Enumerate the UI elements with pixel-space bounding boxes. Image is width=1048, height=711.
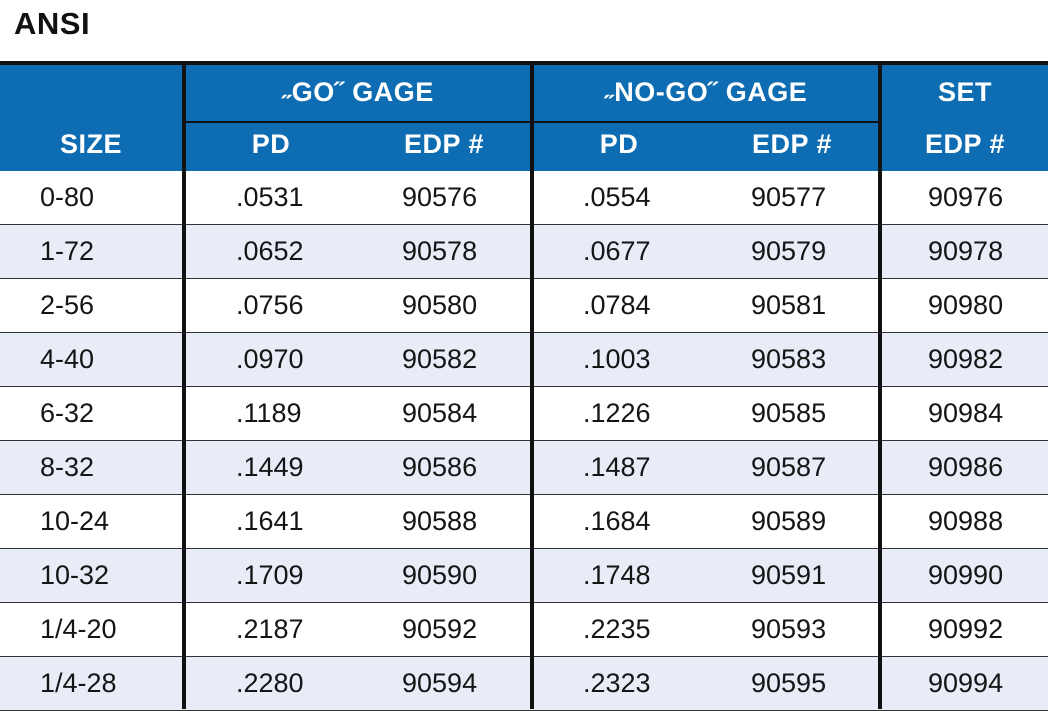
cell-go-pd: .1449	[236, 452, 304, 482]
cell-set-edp: 90992	[928, 614, 1004, 644]
cell-nogo-pd: .0677	[583, 236, 651, 266]
cell-go-pd: .1641	[236, 506, 304, 536]
cell-nogo-edp: 90581	[751, 290, 827, 320]
header-go-edp: EDP #	[403, 129, 485, 159]
cell-go-edp: 90594	[402, 668, 478, 698]
cell-size: 1-72	[40, 236, 95, 266]
cell-nogo-pd: .1226	[583, 398, 651, 428]
cell-nogo-pd: .1003	[583, 344, 651, 374]
cell-nogo-edp: 90579	[751, 236, 827, 266]
cell-nogo-pd: .2323	[583, 668, 651, 698]
cell-nogo-pd: .2235	[583, 614, 651, 644]
header-divider-go	[186, 121, 530, 123]
header-size: SIZE	[59, 129, 122, 159]
cell-size: 10-24	[40, 506, 110, 536]
table-row	[0, 657, 1048, 711]
cell-go-edp: 90582	[402, 344, 478, 374]
cell-go-edp: 90580	[402, 290, 478, 320]
table-row	[0, 225, 1048, 279]
cell-go-pd: .0970	[236, 344, 304, 374]
cell-set-edp: 90980	[928, 290, 1004, 320]
cell-nogo-edp: 90587	[751, 452, 827, 482]
header-nogo-pd: PD	[599, 129, 639, 159]
cell-go-edp: 90588	[402, 506, 478, 536]
table-row	[0, 333, 1048, 387]
cell-nogo-pd: .1487	[583, 452, 651, 482]
cell-go-edp: 90590	[402, 560, 478, 590]
cell-nogo-pd: .1748	[583, 560, 651, 590]
gage-table	[0, 61, 1048, 709]
cell-go-pd: .2187	[236, 614, 304, 644]
cell-size: 1/4-20	[40, 614, 117, 644]
cell-go-pd: .1709	[236, 560, 304, 590]
cell-set-edp: 90986	[928, 452, 1004, 482]
cell-set-edp: 90988	[928, 506, 1004, 536]
cell-size: 4-40	[40, 344, 95, 374]
header-go-group: ˶GO˝ GAGE	[282, 77, 434, 107]
header-divider-nogo	[534, 121, 878, 123]
cell-go-pd: .0756	[236, 290, 304, 320]
cell-nogo-pd: .1684	[583, 506, 651, 536]
table-row	[0, 171, 1048, 225]
header-set-group: SET	[937, 77, 992, 107]
cell-nogo-pd: .0784	[583, 290, 651, 320]
table-row	[0, 603, 1048, 657]
cell-go-pd: .0652	[236, 236, 304, 266]
column-divider	[530, 61, 534, 709]
cell-size: 1/4-28	[40, 668, 117, 698]
cell-nogo-edp: 90591	[751, 560, 827, 590]
cell-go-edp: 90584	[402, 398, 478, 428]
cell-set-edp: 90978	[928, 236, 1004, 266]
cell-nogo-edp: 90593	[751, 614, 827, 644]
cell-go-edp: 90586	[402, 452, 478, 482]
cell-size: 2-56	[40, 290, 95, 320]
cell-go-edp: 90578	[402, 236, 478, 266]
header-nogo-group: ˶NO-GO˝ GAGE	[604, 77, 808, 107]
cell-nogo-edp: 90577	[751, 182, 827, 212]
table-row	[0, 279, 1048, 333]
cell-go-edp: 90576	[402, 182, 478, 212]
cell-set-edp: 90976	[928, 182, 1004, 212]
cell-go-pd: .1189	[236, 398, 302, 428]
cell-size: 0-80	[40, 182, 95, 212]
cell-size: 6-32	[40, 398, 95, 428]
table-row	[0, 441, 1048, 495]
column-divider	[878, 61, 882, 709]
header-set-edp: EDP #	[924, 129, 1006, 159]
cell-set-edp: 90982	[928, 344, 1004, 374]
cell-size: 8-32	[40, 452, 95, 482]
cell-set-edp: 90984	[928, 398, 1004, 428]
cell-nogo-edp: 90585	[751, 398, 827, 428]
table-row	[0, 549, 1048, 603]
cell-set-edp: 90990	[928, 560, 1004, 590]
cell-nogo-edp: 90589	[751, 506, 827, 536]
cell-nogo-pd: .0554	[583, 182, 651, 212]
cell-go-pd: .0531	[236, 182, 304, 212]
cell-set-edp: 90994	[928, 668, 1004, 698]
cell-nogo-edp: 90595	[751, 668, 827, 698]
cell-nogo-edp: 90583	[751, 344, 827, 374]
header-nogo-edp: EDP #	[751, 129, 833, 159]
page-title: ANSI	[14, 6, 91, 41]
cell-go-edp: 90592	[402, 614, 478, 644]
table-header	[0, 61, 1048, 171]
header-go-pd: PD	[251, 129, 291, 159]
table-row	[0, 387, 1048, 441]
table-row	[0, 495, 1048, 549]
cell-go-pd: .2280	[236, 668, 304, 698]
cell-size: 10-32	[40, 560, 110, 590]
column-divider	[182, 61, 186, 709]
